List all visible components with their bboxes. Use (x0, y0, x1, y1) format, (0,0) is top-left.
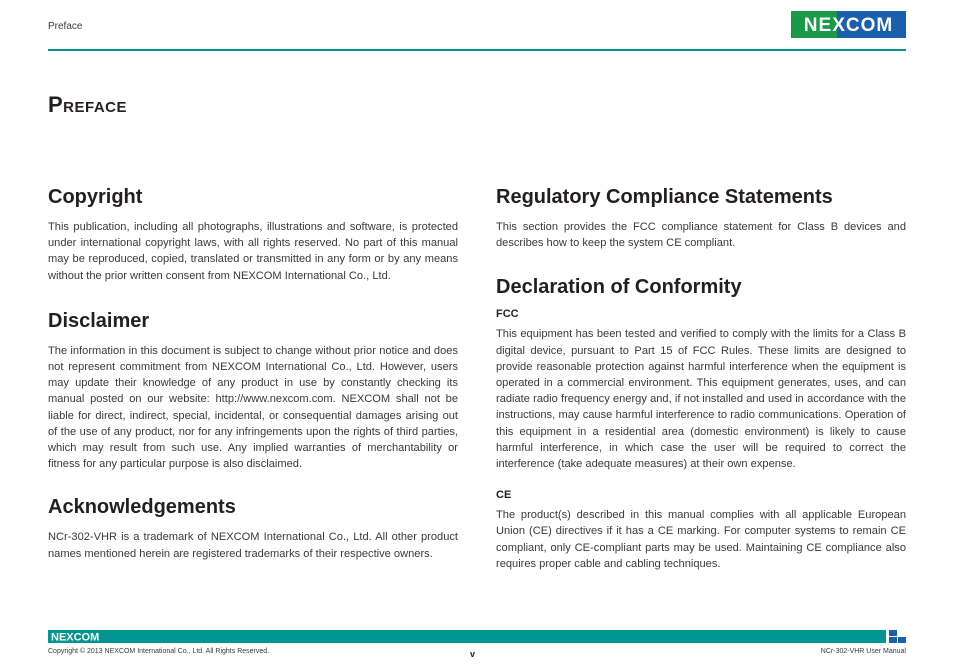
disclaimer-heading: Disclaimer (48, 309, 150, 332)
nexcom-logo-text: NEXCOM (803, 15, 894, 36)
footer-squares-icon (889, 630, 906, 643)
disclaimer-body: The information in this document is subject to change without prior notice and does not represent commitment from NEXCOM International Co., Ltd. However, users may update their knowledge of any product in use by constantly checking its manual posted on our website: http://www.nexcom.com. NEXCOM shall not be liable for direct, indirect, special, incidental, or consequential damages arising out of the use of any product, nor for any infringements upon the rights of third parties, which may result from such use. Any implied warranties of merchantability or fitness for any particular purpose is also disclaimed. (48, 344, 458, 471)
ce-body: The product(s) described in this manual complies with all applicable European Union (CE) directives if it has a CE marking. For computer systems to remain CE compliant, only CE-compliant parts may be used. Maintaining CE compliance also requires proper cable and cabling techniques. (496, 509, 906, 570)
fcc-body: This equipment has been tested and verified to comply with the limits for a Class B digital device, pursuant to Part 15 of FCC Rules. These limits are designed to provide reasonable protection against harmful interference when the equipment is operated in a commercial environment. This equipment generates, uses, and can radiate radio frequency energy and, if not installed and used in accordance with the instructions, may cause harmful interference to radio communications. Operation of this equipment in a residential area (domestic environment) is likely to cause harmful interference, in which case the user will be required to correct the interference (take adequate measures) at their own expense. (496, 328, 906, 471)
footer-copyright: Copyright © 2013 NEXCOM International Co., Ltd. All Rights Reserved. (48, 648, 270, 655)
left-column (48, 184, 458, 562)
disclaimer-section (48, 308, 458, 473)
acknowledgements-body: NCr-302-VHR is a trademark of NEXCOM International Co., Ltd. All other product names mentioned herein are registered trademarks of their respective owners. (48, 531, 458, 560)
page-title: Preface (48, 92, 128, 117)
right-column (496, 184, 906, 572)
copyright-section (48, 184, 458, 284)
footer-bar (48, 630, 886, 643)
declaration-heading: Declaration of Conformity (496, 276, 742, 299)
copyright-heading: Copyright (48, 186, 143, 208)
header-rule (48, 49, 906, 51)
running-header-label: Preface (48, 21, 83, 32)
footer-logo-text: NEXCOM (51, 631, 100, 642)
regulatory-body: This section provides the FCC compliance statement for Class B devices and describes how to keep the system CE compliant. (496, 221, 906, 250)
acknowledgements-section (48, 494, 458, 561)
nexcom-logo (791, 11, 906, 38)
page-number: v (470, 649, 476, 659)
ce-label: CE (496, 489, 512, 502)
declaration-section (496, 274, 906, 572)
footer-nexcom-logo (51, 631, 109, 642)
footer-manual-name: NCr-302-VHR User Manual (820, 648, 906, 655)
regulatory-heading: Regulatory Compliance Statements (496, 186, 833, 208)
regulatory-section (496, 184, 906, 251)
fcc-label: FCC (496, 308, 519, 321)
copyright-body: This publication, including all photographs, illustrations and software, is protected under international copyright laws, with all rights reserved. No part of this manual may be reproduced, copied, translated or transmitted in any form or by any means without the prior written consent from NEXCOM International Co., Ltd. (48, 221, 458, 282)
acknowledgements-heading: Acknowledgements (48, 496, 236, 519)
